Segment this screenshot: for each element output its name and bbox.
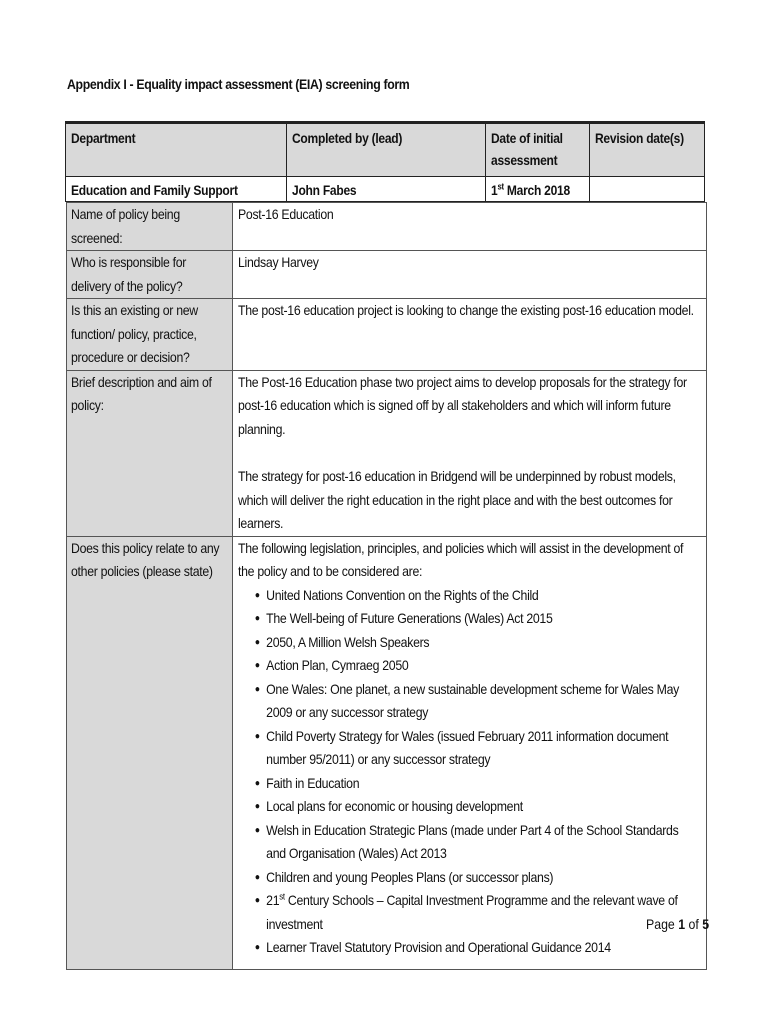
bullet-icon: ● <box>254 895 260 906</box>
date-initial-value: 1st March 2018 <box>486 177 590 202</box>
bullet-icon: ● <box>254 777 260 789</box>
description-paragraph-2: The strategy for post-16 education in Bridgend will be underpinned by robust models, which will deliver the right education in the right place and with the best outcomes for learners. <box>238 468 676 531</box>
bullet-icon: ● <box>254 660 260 671</box>
list-item: ● One Wales: One planet, a new sustainable development scheme for Wales May 2009 or any successor strategy <box>266 678 699 725</box>
list-item: ● Welsh in Education Strategic Plans (made under Part 4 of the School Standards and Organisation (Wales) Act 2013 <box>266 819 699 866</box>
revision-value <box>590 177 705 202</box>
related-list <box>238 584 699 960</box>
column-revision-dates: Revision date(s) <box>590 123 705 177</box>
bullet-icon: ● <box>254 589 260 601</box>
document-title: Appendix I - Equality impact assessment (EIA) screening form <box>67 76 410 92</box>
row-policy-name <box>67 203 707 251</box>
column-date-initial: Date of initial assessment <box>486 123 590 177</box>
policy-name-label: Name of policy being screened: <box>67 203 233 251</box>
list-item: ● United Nations Convention on the Rights of the Child <box>266 584 699 608</box>
list-item: ● 21st Century Schools – Capital Investment Programme and the relevant wave of investment <box>266 889 699 936</box>
responsible-value: Lindsay Harvey <box>233 251 707 299</box>
existing-value: The post-16 education project is looking to change the existing post-16 education model. <box>233 299 707 371</box>
column-department: Department <box>66 123 287 177</box>
list-item: ● Learner Travel Statutory Provision and Operational Guidance 2014 <box>266 936 699 960</box>
header-row <box>66 123 705 177</box>
responsible-label: Who is responsible for delivery of the policy? <box>67 251 233 299</box>
bullet-icon: ● <box>254 683 260 695</box>
column-completed-by: Completed by (lead) <box>287 123 486 177</box>
bullet-icon: ● <box>254 730 260 742</box>
existing-label: Is this an existing or new function/ policy, practice, procedure or decision? <box>67 299 233 371</box>
description-value <box>233 370 707 536</box>
list-item: ● Action Plan, Cymraeg 2050 <box>266 654 699 678</box>
related-label: Does this policy relate to any other policies (please state) <box>67 536 233 969</box>
bullet-icon: ● <box>254 871 260 883</box>
bullet-icon: ● <box>254 636 260 648</box>
bullet-icon: ● <box>254 942 260 953</box>
policy-name-value: Post-16 Education <box>233 203 707 251</box>
row-description <box>67 370 707 536</box>
list-item: ● Children and young Peoples Plans (or successor plans) <box>266 866 699 890</box>
description-label: Brief description and aim of policy: <box>67 370 233 536</box>
bullet-icon: ● <box>254 801 260 812</box>
screening-table <box>66 202 710 970</box>
completed-by-value: John Fabes <box>287 177 486 202</box>
page-number: Page 1 of 5 <box>646 916 710 932</box>
row-related-policies <box>67 536 707 969</box>
list-item: ● Child Poverty Strategy for Wales (issued February 2011 information document number 95/2011) or any successor strategy <box>266 725 699 772</box>
header-values-row <box>66 177 705 202</box>
list-item: ● Local plans for economic or housing development <box>266 795 699 819</box>
list-item: ● 2050, A Million Welsh Speakers <box>266 631 699 655</box>
list-item: ● Faith in Education <box>266 772 699 796</box>
department-value: Education and Family Support <box>66 177 287 202</box>
header-table <box>65 121 705 202</box>
row-existing <box>67 299 707 371</box>
description-paragraph-1: The Post-16 Education phase two project aims to develop proposals for the strategy for post-16 education which is signed off by all stakeholders and which will inform future planning. <box>238 373 687 437</box>
related-intro: The following legislation, principles, and policies which will assist in the development of the policy and to be considered are: <box>238 539 684 579</box>
related-value <box>233 536 710 969</box>
list-item: ● The Well-being of Future Generations (Wales) Act 2015 <box>266 607 699 631</box>
bullet-icon: ● <box>254 824 260 836</box>
bullet-icon: ● <box>254 613 260 624</box>
row-responsible <box>67 251 707 299</box>
